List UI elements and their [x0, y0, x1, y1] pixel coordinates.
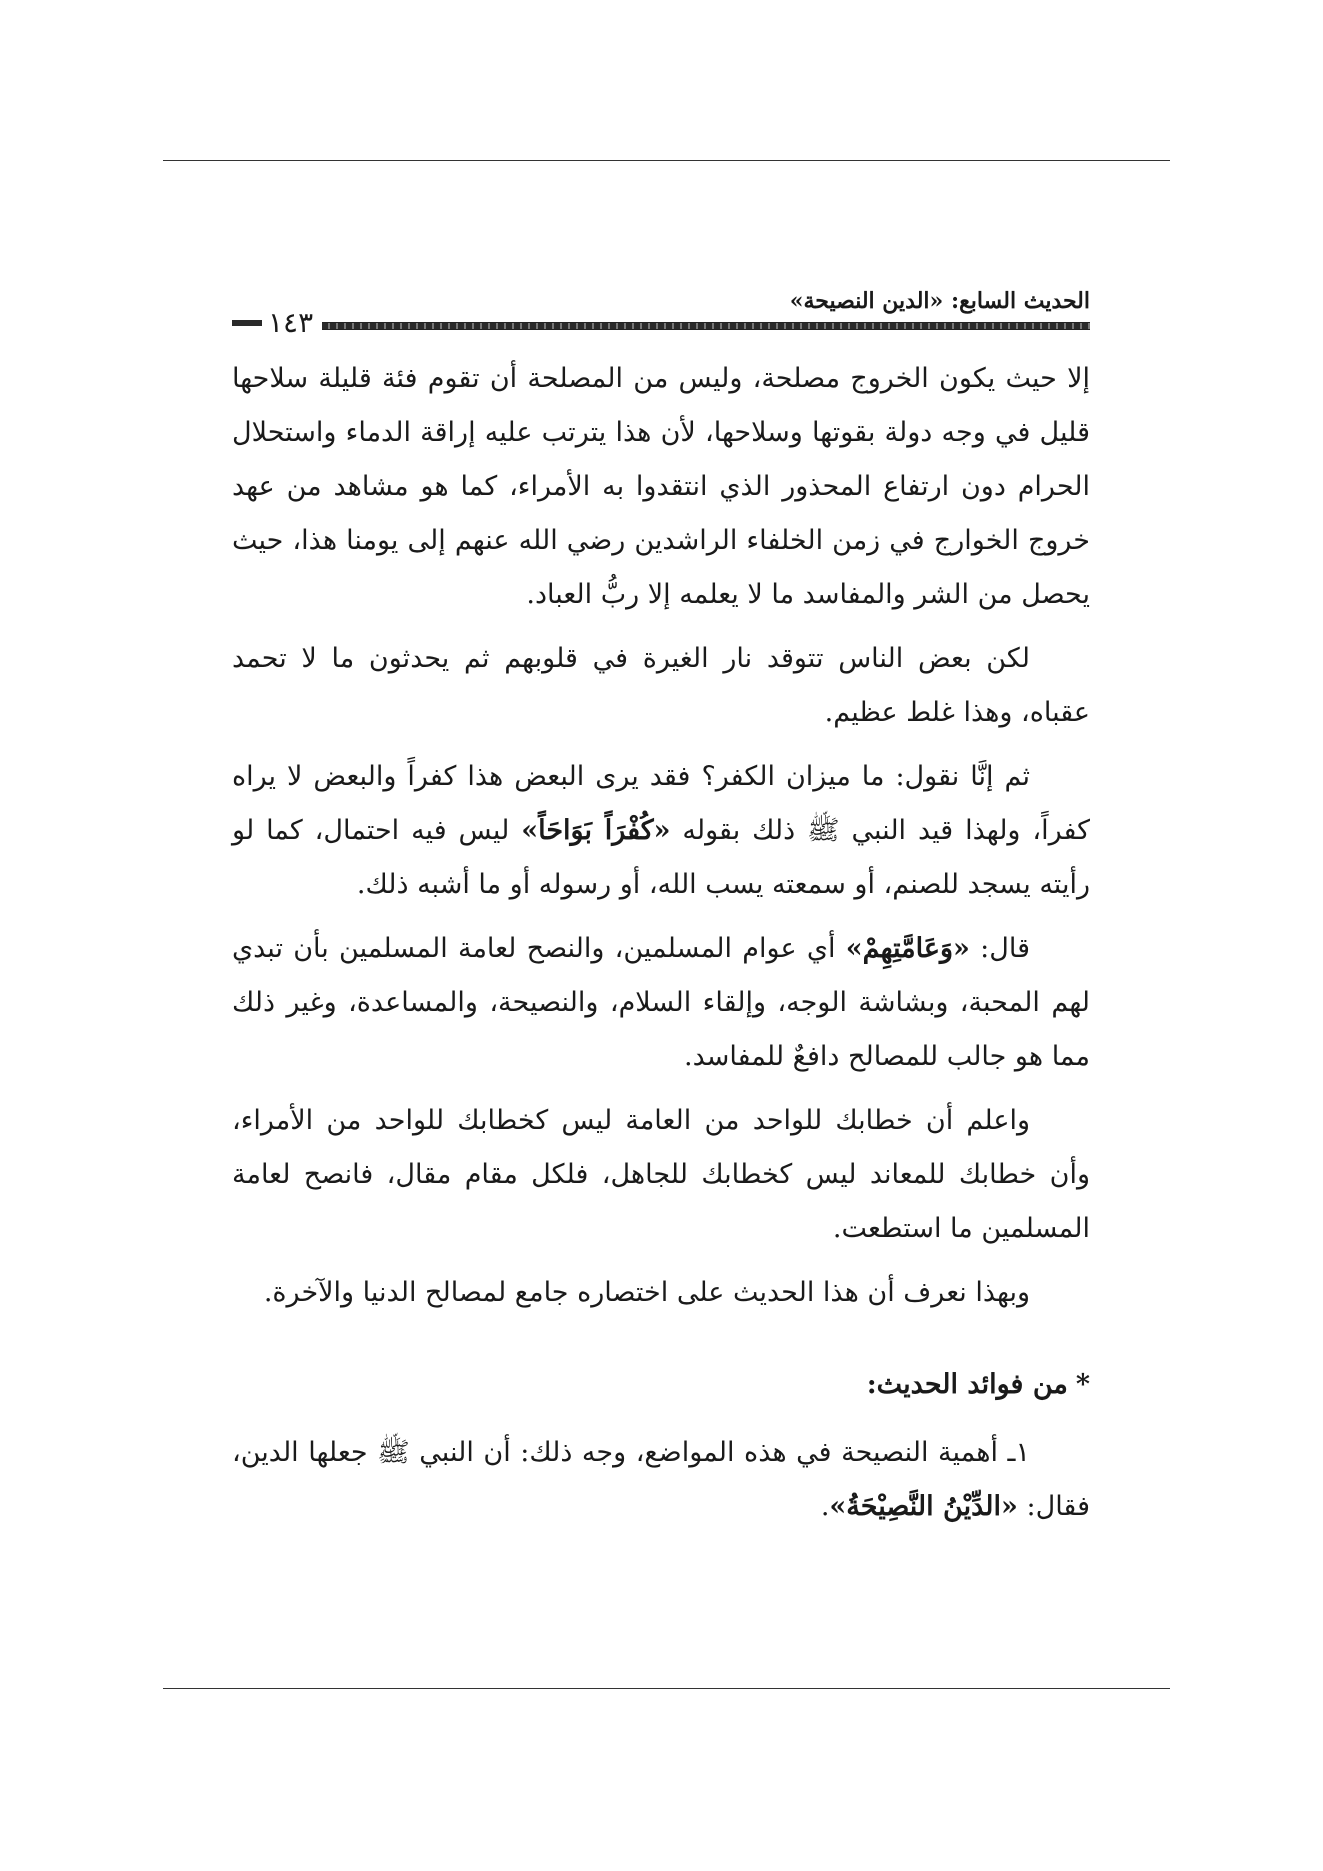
paragraph-3 [232, 750, 1090, 912]
paragraph-7-text-after: . [820, 1491, 830, 1522]
running-title: الحديث السابع: «الدين النصيحة» [789, 288, 1090, 314]
paragraph-1: إلا حيث يكون الخروج مصلحة، وليس من المصلحة أن تقوم فئة قليلة سلاحها قليل في وجه دولة بقوتها وسلاحها، لأن هذا يترتب عليه إراقة الدماء واستحلال الحرام دون ارتفاع المحذور الذي انتقدوا به الأمراء، كما هو مشاهد من عهد خروج الخوارج في زمن الخلفاء الراشدين رضي الله عنهم إلى يومنا هذا، حيث يحصل من الشر والمفاسد ما لا يعلمه إلا ربُّ العباد. [232, 363, 1090, 610]
paragraph-4-text-after: أي عوام المسلمين، والنصح لعامة المسلمين بأن تبدي لهم المحبة، وبشاشة الوجه، وإلقاء السلام، والنصيحة، والمساعدة، وغير ذلك مما هو جالب للمصالح دافعٌ للمفاسد. [232, 933, 1090, 1072]
hadith-quote-ammatihim: «وَعَامَّتِهِمْ» [845, 933, 970, 964]
heading-star-icon: * [1075, 1369, 1090, 1400]
paragraph-2: لكن بعض الناس تتوقد نار الغيرة في قلوبهم ثم يحدثون ما لا تحمد عقباه، وهذا غلط عظيم. [232, 643, 1090, 728]
hadith-quote-kufr: «كُفْرَاً بَوَاحَاً» [521, 815, 671, 846]
hadith-quote-nasiha: «الدِّيْنُ النَّصِيْحَةُ» [829, 1491, 1018, 1522]
paragraph-3-text-after: ليس فيه احتمال، كما لو رأيته يسجد للصنم، أو سمعته يسب الله، أو رسوله أو ما أشبه ذلك. [232, 815, 1090, 900]
section-heading [232, 1358, 1090, 1412]
paragraph-4 [232, 922, 1090, 1084]
page-header [232, 286, 1090, 342]
bottom-rule [163, 1688, 1170, 1689]
paragraph-7 [232, 1426, 1090, 1534]
paragraph-6: وبهذا نعرف أن هذا الحديث على اختصاره جامع لمصالح الدنيا والآخرة. [263, 1277, 1030, 1308]
paragraph-7-text-before: ١ـ أهمية النصيحة في هذه المواضع، وجه ذلك: أن النبي ﷺ جعلها الدين، فقال: [232, 1437, 1090, 1522]
header-ornament-bar [322, 322, 1090, 330]
page-number: ١٤٣ [268, 306, 314, 339]
heading-text: من فوائد الحديث: [866, 1369, 1068, 1400]
page-number-ornament [232, 320, 262, 326]
page-number-block [232, 308, 313, 338]
paragraph-3-text-before: ثم إنَّا نقول: ما ميزان الكفر؟ فقد يرى البعض هذا كفراً والبعض لا يراه كفراً، ولهذا قيد النبي ﷺ ذلك بقوله [232, 761, 1090, 846]
top-rule [163, 160, 1170, 161]
paragraph-5: واعلم أن خطابك للواحد من العامة ليس كخطابك للواحد من الأمراء، وأن خطابك للمعاند ليس كخطابك للجاهل، فلكل مقام مقال، فانصح لعامة المسلمين ما استطعت. [232, 1105, 1090, 1244]
paragraph-4-text-before: قال: [980, 933, 1030, 964]
page-body [232, 352, 1090, 1544]
